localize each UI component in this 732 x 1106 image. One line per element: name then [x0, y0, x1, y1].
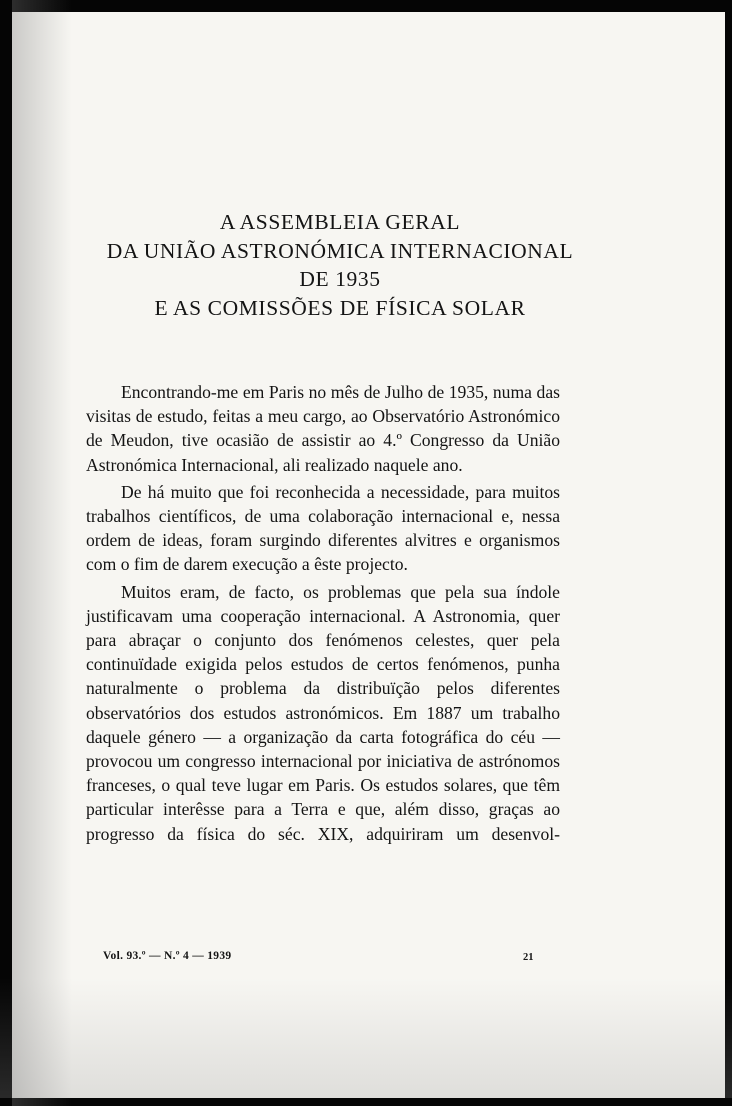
scan-border-bottom	[0, 1098, 732, 1106]
title-line-3: DE 1935	[299, 267, 381, 291]
title-line-4: E AS COMISSÕES DE FÍSICA SOLAR	[154, 295, 526, 320]
paragraph-2: De há muito que foi reconhecida a necessidade, para muitos trabalhos científicos, de uma colaboração internacional e, nessa ordem de ideas, foram surgindo diferentes alvitres e organismos com o fim de darem execução a êste projecto.	[86, 481, 560, 575]
paragraph-1: Encontrando-me em Paris no mês de Julho de 1935, numa das visitas de estudo, feitas a meu cargo, ao Observatório Astronómico de Meudon, tive ocasião de assistir ao 4.º Congresso da União Astronómica Internacional, ali realizado naquele ano.	[86, 382, 560, 475]
article-body	[86, 380, 560, 849]
title-line-2: DA UNIÃO ASTRONÓMICA INTERNACIONAL	[106, 238, 574, 263]
article-title	[60, 208, 620, 322]
scan-shadow-bottom	[0, 978, 732, 1098]
scan-border-left	[0, 0, 12, 1106]
title-line-1: A ASSEMBLEIA GERAL	[219, 210, 461, 234]
scan-shadow-left	[12, 0, 72, 1106]
scan-border-top	[0, 0, 732, 12]
scan-border-right	[725, 0, 732, 1106]
page-number: 21	[523, 952, 534, 963]
volume-info: Vol. 93.º — N.º 4 — 1939	[103, 950, 232, 962]
paragraph-3: Muitos eram, de facto, os problemas que pela sua índole justificavam uma cooperação internacional. A Astronomia, quer para abraçar o conjunto dos fenómenos celestes, quer pela continuïdade exigida pelos estudos de certos fenómenos, punha naturalmente o problema da distribuïção pelos diferentes observatórios dos estudos astronómicos. Em 1887 um trabalho daquele género — a organização da carta fotográfica do céu — provocou um congresso internacional por iniciativa de astrónomos franceses, o qual teve lugar em Paris. Os estudos solares, que têm particular interêsse para a Terra e que, além disso, graças ao progresso da física do séc. XIX, adquiriram um desenvol-	[86, 581, 560, 844]
